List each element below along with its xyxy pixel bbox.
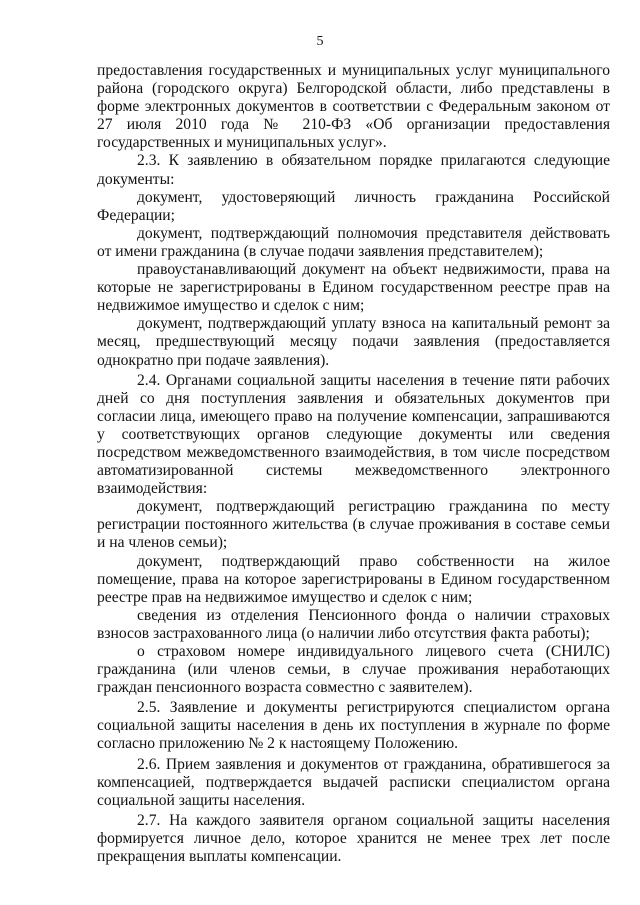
paragraph: документ, удостоверяющий личность гражданина Российской Федерации; xyxy=(97,188,610,224)
paragraph: документ, подтверждающий право собственности на жилое помещение, права на которое зарегистрированы в Едином государственном реестре прав на недвижимое имущество и сделок с ним; xyxy=(97,552,610,606)
paragraph: 2.7. На каждого заявителя органом социальной защиты населения формируется личное дело, которое хранится не менее трех лет после прекращения выплаты компенсации. xyxy=(97,811,610,866)
paragraph: 2.3. К заявлению в обязательном порядке прилагаются следующие документы: xyxy=(97,152,610,188)
page-number: 5 xyxy=(316,34,324,49)
paragraph: документ, подтверждающий уплату взноса на капитальный ремонт за месяц, предшествующий месяцу подачи заявления (предоставляется однократно при подаче заявления). xyxy=(97,315,610,369)
paragraph: правоустанавливающий документ на объект недвижимости, права на которые не зарегистрированы в Едином государственном реестре прав на недвижимое имущество и сделок с ним; xyxy=(97,261,610,315)
paragraph: предоставления государственных и муниципальных услуг муниципального района (городского округа) Белгородской области, либо представлены в форме электронных документов в соответствии с Федеральным законом от 27 июля 2010 года № 210-ФЗ «Об организации предоставления государственных и муниципальных услуг». xyxy=(97,62,610,152)
paragraph: документ, подтверждающий полномочия представителя действовать от имени гражданина (в случае подачи заявления представителем); xyxy=(97,224,610,260)
paragraph: 2.5. Заявление и документы регистрируются специалистом органа социальной защиты населения в день их поступления в журнале по форме согласно приложению № 2 к настоящему Положению. xyxy=(97,699,610,753)
paragraph: о страховом номере индивидуального лицевого счета (СНИЛС) гражданина (или членов семьи, в случае проживания неработающих граждан пенсионного возраста совместно с заявителем). xyxy=(97,643,610,697)
paragraph: сведения из отделения Пенсионного фонда о наличии страховых взносов застрахованного лица (о наличии либо отсутствия факта работы); xyxy=(97,606,610,642)
paragraph: документ, подтверждающий регистрацию гражданина по месту регистрации постоянного жительства (в случае проживания в составе семьи и на членов семьи); xyxy=(97,498,610,552)
paragraph: 2.6. Прием заявления и документов от гражданина, обратившегося за компенсацией, подтверждается выдачей расписки специалистом органа социальной защиты населения. xyxy=(97,755,610,809)
document-body xyxy=(97,62,610,866)
paragraph: 2.4. Органами социальной защиты населения в течение пяти рабочих дней со дня поступления заявления и обязательных документов при согласии лица, имеющего право на получение компенсации, запрашиваются у соответствующих органов следующие документы или сведения посредством межведомственного взаимодействия, в том числе посредством автоматизированной системы межведомственного электронного взаимодействия: xyxy=(97,371,610,498)
